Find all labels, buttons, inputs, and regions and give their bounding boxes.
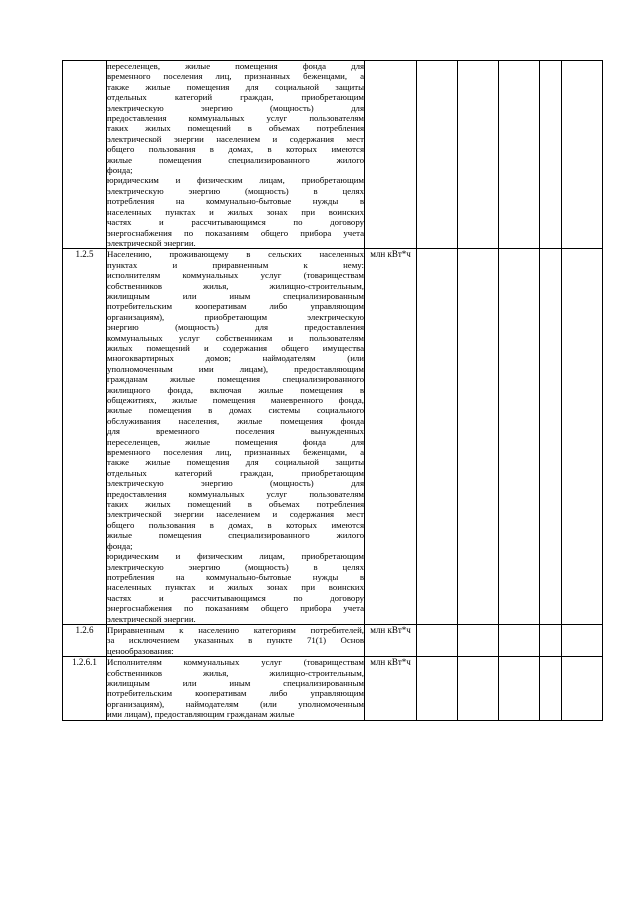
value-cell bbox=[540, 624, 562, 656]
description-line: потребления на коммунально-бытовые нужды в bbox=[107, 571, 364, 582]
description-line: частях и рассчитывающимся по договору bbox=[107, 592, 364, 603]
description-line: энергоснабжения по показаниям общего прибора учета bbox=[107, 603, 364, 614]
row-number bbox=[63, 61, 107, 249]
description-line: отдельных категорий граждан, приобретающим bbox=[107, 92, 364, 103]
description-line: жилые помещения специализированного жилого bbox=[107, 154, 364, 165]
description-line: коммунальных услуг собственникам и пользователям bbox=[107, 332, 364, 343]
description-line: электрическую энергию (мощность) для bbox=[107, 478, 364, 489]
description-line: гражданам жилые помещения специализированного bbox=[107, 374, 364, 385]
description-line: электрической энергии. bbox=[107, 237, 196, 248]
description-line: предоставления коммунальных услуг пользователям bbox=[107, 488, 364, 499]
description-line: обслуживания населения, жилые помещения фонда bbox=[107, 415, 364, 426]
description-line: потребительским кооперативам либо управляющим bbox=[107, 688, 364, 699]
description-line: таких жилых помещений в объемах потребления bbox=[107, 499, 364, 510]
description-line: электрической энергии. bbox=[107, 613, 196, 624]
description-line: электрическую энергию (мощность) для bbox=[107, 102, 364, 113]
table-row bbox=[63, 657, 603, 720]
description-line: фонда; bbox=[107, 540, 133, 551]
description-line: организациям), наймодателям (или уполномоченным bbox=[107, 698, 364, 709]
value-cell bbox=[417, 624, 458, 656]
description-line: многоквартирных домов; наймодателям (или bbox=[107, 353, 364, 364]
description-line: переселенцев, жилые помещения фонда для bbox=[107, 61, 364, 71]
description-line: юридическим и физическим лицам, приобретающим bbox=[107, 551, 364, 562]
value-cell bbox=[499, 624, 540, 656]
description-line: Приравненным к населению категориям потребителей, bbox=[107, 624, 364, 635]
value-cell bbox=[458, 249, 499, 625]
row-unit: млн кВт*ч bbox=[365, 624, 417, 656]
description-line: временного поселения лиц, признанных беженцами, а bbox=[107, 71, 364, 82]
description-line: временного поселения лиц, признанных беженцами, а bbox=[107, 447, 364, 458]
description-line: пунктах и приравненным к нему: bbox=[107, 259, 364, 270]
description-line: населенных пунктах и жилых зонах при воинских bbox=[107, 582, 364, 593]
description-line: предоставления коммунальных услуг пользователям bbox=[107, 113, 364, 124]
row-number: 1.2.6.1 bbox=[63, 657, 107, 720]
value-cell bbox=[562, 657, 603, 720]
value-cell bbox=[540, 249, 562, 625]
description-line: жилищного фонда, включая жилые помещения в bbox=[107, 384, 364, 395]
description-line: электрической энергии населением и содержания мест bbox=[107, 133, 364, 144]
description-line: общежитиях, жилые помещения маневренного фонда, bbox=[107, 395, 364, 405]
description-line: жилищным или иным специализированным bbox=[107, 677, 364, 688]
description-line: населенных пунктах и жилых зонах при воинских bbox=[107, 206, 364, 217]
row-number: 1.2.5 bbox=[63, 249, 107, 625]
row-unit bbox=[365, 61, 417, 249]
description-line: собственников жилья, жилищно-строительным, bbox=[107, 280, 364, 291]
description-line: электрическую энергию (мощность) в целях bbox=[107, 561, 364, 572]
description-line: Населению, проживающему в сельских населенных bbox=[107, 249, 364, 260]
description-line: уполномоченным ими лицам), предоставляющим bbox=[107, 363, 364, 374]
description-line: жилые помещения специализированного жилого bbox=[107, 530, 364, 541]
row-number: 1.2.6 bbox=[63, 624, 107, 656]
value-cell bbox=[540, 657, 562, 720]
value-cell bbox=[499, 61, 540, 249]
description-line: ценообразования: bbox=[107, 645, 174, 656]
description-line: исполнителям коммунальных услуг (товариществам bbox=[107, 270, 364, 281]
description-line: жилые помещения в домах системы социального bbox=[107, 405, 364, 416]
table-row bbox=[63, 624, 603, 656]
description-line: ими лицам), предоставляющим гражданам жилые bbox=[107, 709, 295, 720]
table-row bbox=[63, 61, 603, 249]
description-line: организациям), приобретающим электрическую bbox=[107, 311, 364, 322]
description-line: потребительским кооперативам либо управляющим bbox=[107, 301, 364, 312]
value-cell bbox=[499, 657, 540, 720]
value-cell bbox=[499, 249, 540, 625]
description-line: энергоснабжения по показаниям общего прибора учета bbox=[107, 227, 364, 238]
row-description bbox=[107, 657, 365, 720]
description-line: отдельных категорий граждан, приобретающим bbox=[107, 467, 364, 478]
row-description bbox=[107, 249, 365, 625]
value-cell bbox=[562, 249, 603, 625]
description-line: собственников жилья, жилищно-строительным, bbox=[107, 667, 364, 678]
description-line: Исполнителям коммунальных услуг (товариществам bbox=[107, 657, 364, 668]
tariff-table bbox=[62, 60, 603, 721]
description-line: также жилые помещения для социальной защиты bbox=[107, 457, 364, 468]
description-line: электрическую энергию (мощность) в целях bbox=[107, 185, 364, 196]
description-line: общего пользования в домах, в которых имеются bbox=[107, 519, 364, 530]
description-line: фонда; bbox=[107, 165, 133, 176]
row-unit: млн кВт*ч bbox=[365, 657, 417, 720]
table-row bbox=[63, 249, 603, 625]
value-cell bbox=[562, 61, 603, 249]
description-line: юридическим и физическим лицам, приобретающим bbox=[107, 175, 364, 186]
description-line: потребления на коммунально-бытовые нужды в bbox=[107, 196, 364, 207]
description-line: энергию (мощность) для предоставления bbox=[107, 322, 364, 333]
description-line: для временного поселения вынужденных bbox=[107, 426, 364, 437]
value-cell bbox=[458, 657, 499, 720]
value-cell bbox=[417, 249, 458, 625]
description-line: частях и рассчитывающимся по договору bbox=[107, 217, 364, 228]
value-cell bbox=[458, 624, 499, 656]
value-cell bbox=[458, 61, 499, 249]
value-cell bbox=[417, 61, 458, 249]
description-line: также жилые помещения для социальной защиты bbox=[107, 81, 364, 92]
row-unit: млн кВт*ч bbox=[365, 249, 417, 625]
description-line: жилых помещений и содержания общего имущества bbox=[107, 342, 364, 353]
description-line: таких жилых помещений в объемах потребления bbox=[107, 123, 364, 134]
row-description bbox=[107, 624, 365, 656]
description-line: общего пользования в домах, в которых имеются bbox=[107, 144, 364, 155]
description-line: электрической энергии населением и содержания мест bbox=[107, 509, 364, 520]
description-line: за исключением указанных в пункте 71(1) Основ bbox=[107, 635, 364, 646]
description-line: переселенцев, жилые помещения фонда для bbox=[107, 436, 364, 447]
table-body bbox=[63, 61, 603, 721]
value-cell bbox=[562, 624, 603, 656]
row-description bbox=[107, 61, 365, 249]
description-line: жилищным или иным специализированным bbox=[107, 290, 364, 301]
value-cell bbox=[540, 61, 562, 249]
value-cell bbox=[417, 657, 458, 720]
